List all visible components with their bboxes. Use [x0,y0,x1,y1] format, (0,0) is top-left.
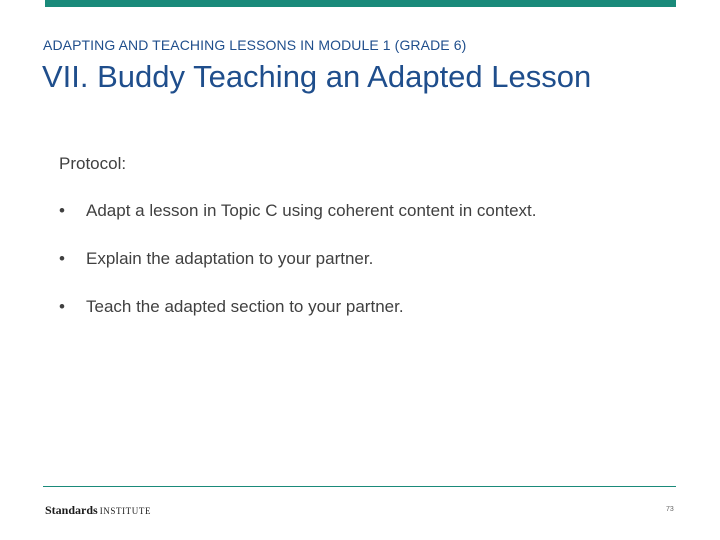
protocol-item [59,249,536,297]
footer-divider [43,486,676,487]
protocol-item-text: Adapt a lesson in Topic C using coherent content in context. [86,201,537,220]
top-accent-bar [45,0,676,7]
logo-wordmark-strong: Standards [45,503,98,517]
logo-wordmark-light: INSTITUTE [99,506,152,516]
bullet-icon: • [59,297,65,316]
slide-title: VII. Buddy Teaching an Adapted Lesson [42,59,592,94]
page-number: 73 [666,506,674,513]
section-kicker: ADAPTING AND TEACHING LESSONS IN MODULE 1 (GRADE 6) [43,37,467,53]
protocol-label: Protocol: [59,154,127,173]
protocol-list [59,201,536,345]
protocol-item-text: Teach the adapted section to your partner. [86,297,404,316]
protocol-item [59,297,536,345]
protocol-item-text: Explain the adaptation to your partner. [86,249,374,268]
bullet-icon: • [59,201,65,220]
protocol-item [59,201,536,249]
standards-institute-logo [45,504,151,517]
bullet-icon: • [59,249,65,268]
